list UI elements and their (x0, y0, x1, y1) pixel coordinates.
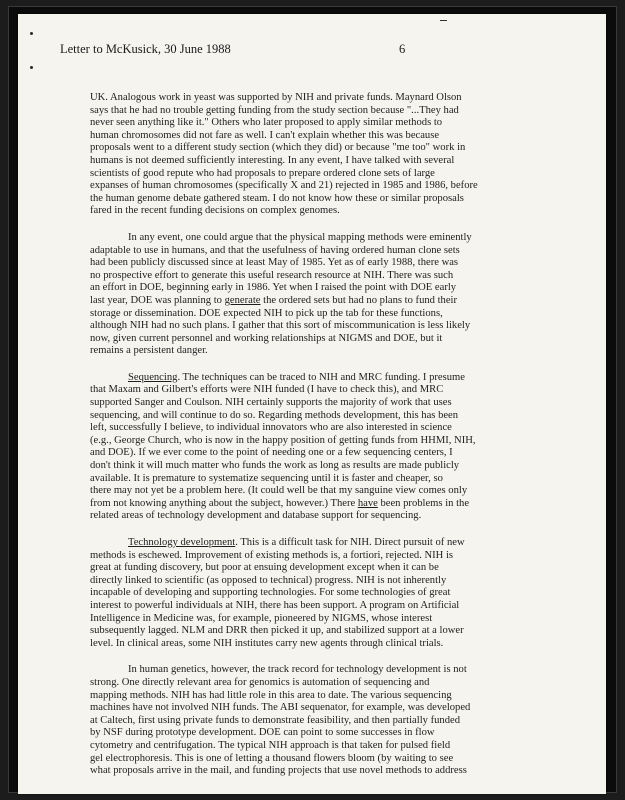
text-line: humans is not deemed sufficiently interesting. In any event, I have talked with several (90, 154, 455, 166)
text-run: the ordered sets but had no plans to fund their (260, 294, 458, 306)
text-line: although NIH had no such plans. I gather that this sort of miscommunication is less likely (90, 320, 471, 332)
paragraph-technology-development (90, 537, 532, 650)
punch-mark (30, 32, 33, 35)
text-line: cytometry and centrifugation. The typical NIH approach is that taken for pulsed field (90, 739, 451, 751)
punch-mark (30, 66, 33, 69)
text-line: directly linked to scientific (as opposed to technical) progress. NIH is not inherently (90, 574, 447, 586)
text-line: says that he had no trouble getting funding from the study section because "...They had (90, 104, 459, 116)
letter-body (90, 92, 532, 792)
text-line: In human genetics, however, the track record for technology development is not (128, 664, 467, 676)
text-line: no prospective effort to generate this useful research resource at NIH. There was such (90, 269, 454, 281)
page-number: 6 (399, 42, 406, 56)
text-line: sequencing, and will continue to do so. Regarding methods development, this has been (90, 409, 459, 421)
text-line: gel electrophoresis. This is one of letting a thousand flowers bloom (by waiting to see (90, 752, 454, 764)
document-page (18, 14, 606, 794)
underlined-word: generate (224, 294, 261, 306)
text-line: UK. Analogous work in yeast was supported by NIH and private funds. Maynard Olson (90, 92, 462, 103)
text-line: supported Sanger and Coulson. NIH certainly supports the majority of work that uses (90, 397, 452, 409)
text-line: remains a persistent danger. (90, 345, 208, 357)
header-title: Letter to McKusick, 30 June 1988 (60, 42, 231, 56)
text-line: interest to powerful individuals at NIH, there has been support. A program on Artificial (90, 599, 460, 611)
text-line: strong. One directly relevant area for genomics is automation of sequencing and (90, 676, 430, 688)
paragraph-2 (90, 232, 532, 358)
section-heading: Technology development (128, 537, 236, 548)
edge-mark (440, 20, 447, 21)
text-line: mapping methods. NIH has had little role in this area to date. The various sequencing (90, 689, 452, 701)
text-line: now, given current personnel and working relationships at NIGMS and DOE, but it (90, 332, 443, 344)
text-line: there may not yet be a problem here. (It could well be that my sanguine view comes only (90, 485, 468, 497)
text-line: left, successfully I believe, to individual innovators who are also interested in science (90, 422, 452, 434)
text-line: the human genome debate gathered steam. I do not know how these or similar proposals (90, 192, 464, 204)
text-line: subsequently lagged. NLM and DRR then picked it up, and stabilized support at a lower (90, 625, 464, 637)
text-line: what proposals arrive in the mail, and funding projects that use novel methods to address (90, 765, 467, 777)
text-line: by NSF during prototype development. DOE can point to some successes in flow (90, 727, 435, 739)
text-line: incapable of developing and supporting technologies. For some technologies of great (90, 587, 451, 599)
text-line (90, 295, 532, 308)
text-line: at Caltech, first using private funds to demonstrate feasibility, and then partially funded (90, 714, 460, 726)
text-line: never seen anything like it." Others who later proposed to apply similar methods to (90, 117, 443, 129)
text-line: level. In clinical areas, some NIH institutes carry new agents through clinical trials. (90, 637, 444, 649)
text-line: an effort in DOE, beginning early in 1986. Yet when I raised the point with DOE early (90, 282, 457, 294)
text-line: had been publicly discussed since at least May of 1985. Yet as of early 1988, there was (90, 257, 459, 269)
text-line: proposals went to a different study section (which they did) or because "me too" work in (90, 142, 466, 154)
text-line: scientists of good repute who had proposals to prepare ordered clone sets of large (90, 167, 435, 179)
section-heading: Sequencing (128, 371, 178, 383)
text-line: great at funding discovery, but poor at ensuing development except when it can be (90, 562, 439, 574)
text-line: adaptable to use in humans, and that the usefulness of having ordered human clone sets (90, 244, 460, 256)
underlined-word: have (357, 497, 378, 509)
text-run: . This is a difficult task for NIH. Direct pursuit of new (235, 537, 465, 548)
letter-header (60, 42, 540, 57)
text-line: (e.g., George Church, who is now in the happy position of getting funds from HHMI, NIH, (90, 434, 476, 446)
text-run: . The techniques can be traced to NIH and MRC funding. I presume (177, 371, 465, 383)
paragraph-human-genetics (90, 664, 532, 777)
text-line: and DOE). If we ever come to the point of needing one or a few sequencing centers, I (90, 447, 453, 459)
text-line: In any event, one could argue that the physical mapping methods were eminently (128, 231, 472, 243)
text-line: human chromosomes did not fare as well. I can't explain whether this was because (90, 129, 440, 141)
text-run: been problems in the (377, 497, 470, 509)
paragraph-sequencing (90, 372, 532, 523)
text-line (90, 372, 532, 385)
text-line: methods is eschewed. Improvement of existing methods is, a fortiori, rejected. NIH is (90, 549, 454, 561)
text-line: related areas of technology development and database support for sequencing. (90, 510, 422, 522)
text-line (90, 537, 532, 550)
text-line: fared in the recent funding decisions on complex genomes. (90, 205, 340, 217)
paragraph-1 (90, 92, 532, 218)
text-line: expanses of human chromosomes (specifically X and 21) rejected in 1985 and 1986, before (90, 180, 478, 192)
text-run: from not knowing anything about the subject, however.) There (90, 497, 358, 509)
text-line: machines have not involved NIH funds. The ABI sequenator, for example, was developed (90, 702, 471, 714)
text-line (90, 498, 532, 511)
text-line: available. It is premature to systematize sequencing until it is faster and cheaper, so (90, 472, 443, 484)
text-line: Intelligence in Medicine was, for example, pioneered by NIGMS, whose interest (90, 612, 433, 624)
text-line: that Maxam and Gilbert's efforts were NIH funded (I have to check this), and MRC (90, 384, 444, 396)
text-run: last year, DOE was planning to (90, 294, 225, 306)
text-line: storage or dissemination. DOE expected NIH to pick up the tab for these functions, (90, 307, 443, 319)
text-line: don't think it will much matter who funds the work as long as results are made publicly (90, 460, 460, 472)
